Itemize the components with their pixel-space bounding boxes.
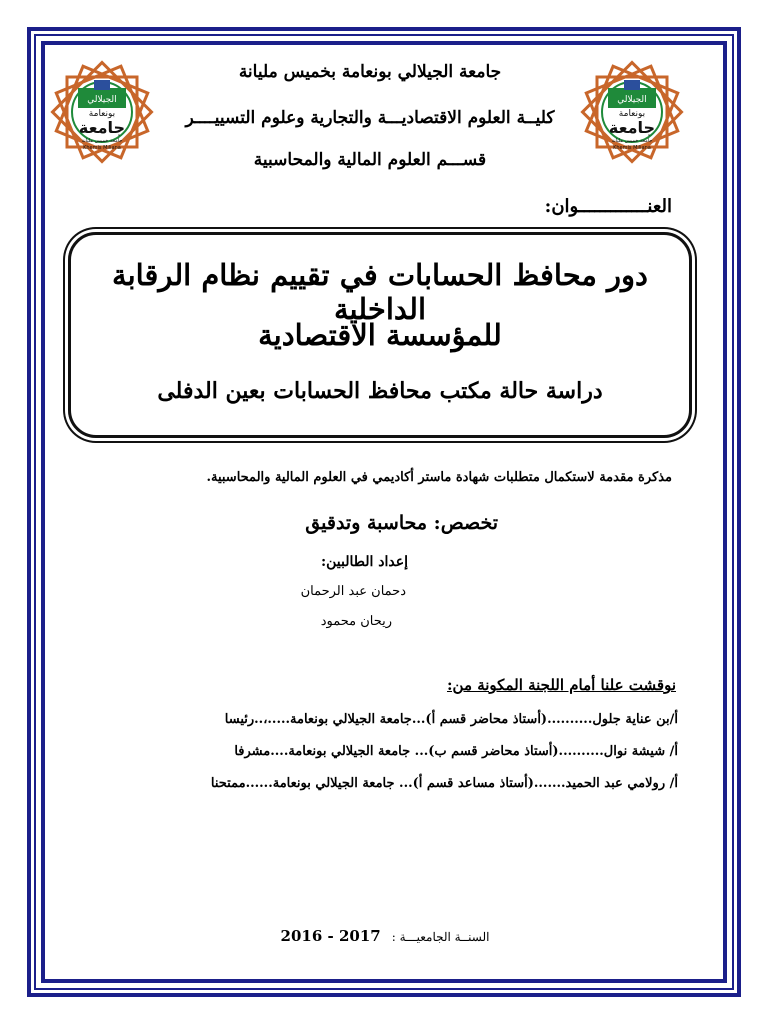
academic-year-value: 2016 - 2017 (280, 927, 381, 945)
department-name: قســـم العلوم المالية والمحاسبية (253, 150, 487, 170)
academic-year-label: السنــة الجامعيـــة : (391, 930, 490, 944)
svg-text:جامعة: جامعة (78, 118, 126, 137)
memo-statement: مذكرة مقدمة لاستكمال متطلبات شهادة ماستر أكاديمي في العلوم المالية والمحاسبية. (206, 470, 672, 485)
svg-text:جامعة: جامعة (608, 118, 656, 137)
thesis-title-line1: دور محافظ الحسابات في تقييم نظام الرقابة الداخلية (112, 258, 648, 326)
committee-member-3: أ/ رولامي عبد الحميد.......(أستاذ مساعد قسم أ)... جامعة الجيلالي بونعامة......ممتحنا (210, 776, 678, 791)
specialty: تخصص: محاسبة وتدقيق (305, 512, 498, 534)
students-label: إعداد الطالبين: (320, 554, 408, 570)
svg-text:بونعامة: بونعامة (88, 109, 116, 119)
university-name: جامعة الجيلالي بونعامة بخميس مليانة (238, 62, 502, 82)
university-logo-left (48, 58, 156, 166)
svg-text:جامعة خميس مليانة: جامعة خميس مليانة (611, 138, 653, 144)
svg-text:الجيلالي: الجيلالي (87, 95, 117, 105)
case-study-subtitle: دراسة حالة مكتب محافظ الحسابات بعين الدفلى (157, 378, 603, 404)
student-name-1: دحمان عبد الرحمان (300, 584, 406, 599)
svg-text:بونعامة: بونعامة (618, 109, 646, 119)
svg-text:جامعة خميس مليانة: جامعة خميس مليانة (81, 138, 123, 144)
student-name-2: ريحان محمود (320, 614, 392, 629)
title-label: العنـــــــــــــوان: (544, 196, 672, 217)
committee-label: نوقشت علنا أمام اللجنة المكونة من: (447, 676, 676, 694)
academic-year (250, 926, 520, 945)
university-logo-right (578, 58, 686, 166)
svg-text:Khemis Miliana: Khemis Miliana (83, 145, 121, 151)
faculty-name: كليــة العلوم الاقتصاديـــة والتجارية وعلوم التسييــــر (185, 108, 555, 128)
svg-text:Khemis Miliana: Khemis Miliana (613, 145, 651, 151)
svg-text:الجيلالي: الجيلالي (617, 95, 647, 105)
thesis-title-line2: للمؤسسة الاقتصادية (258, 318, 502, 352)
committee-member-2: أ/ شيشة نوال..........(أستاذ محاضر قسم ب)... جامعة الجيلالي بونعامة....مشرفا (234, 744, 678, 759)
committee-member-1: أ/بن عناية جلول..........(أستاذ محاضر قسم أ)...جامعة الجيلالي بونعامة.....،..رئيسا (224, 712, 678, 727)
